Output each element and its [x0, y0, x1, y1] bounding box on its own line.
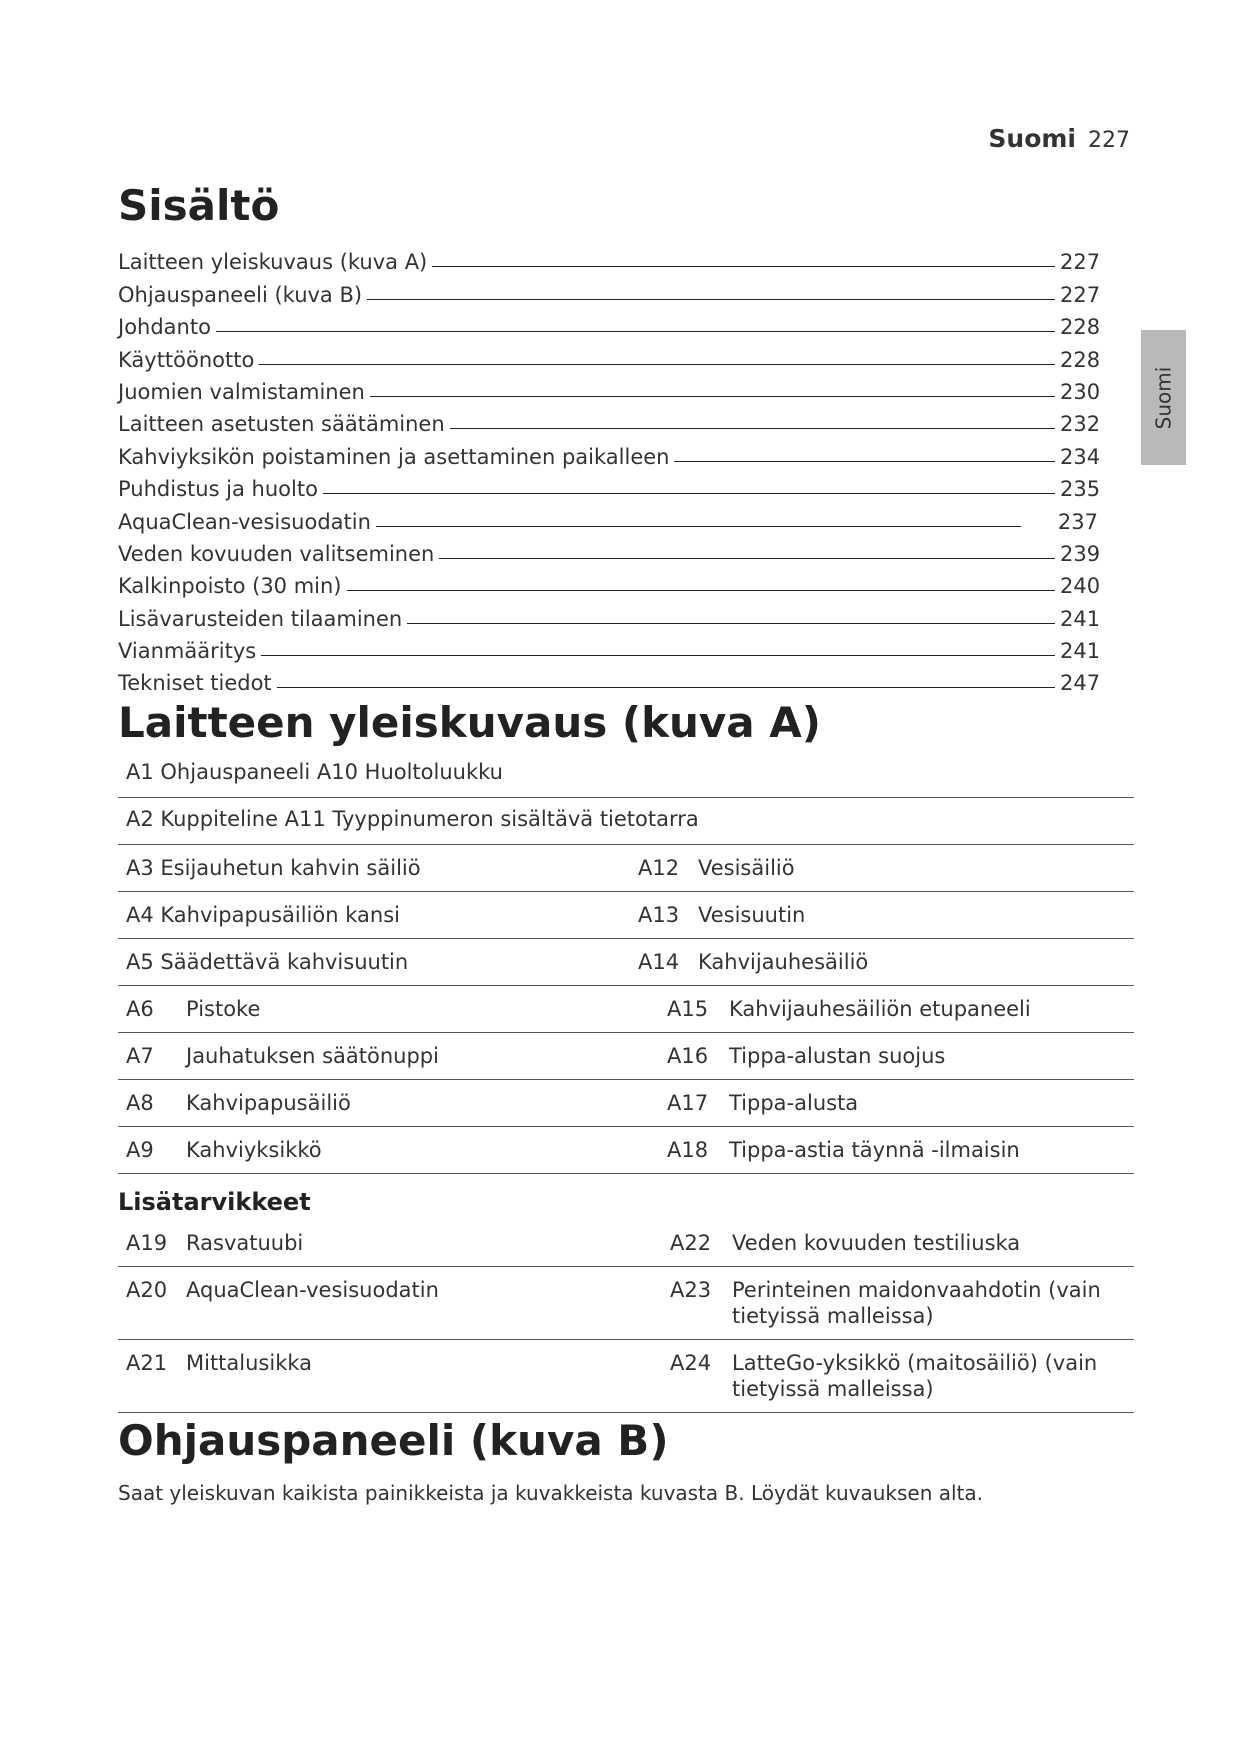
- accessory-name: Rasvatuubi: [186, 1231, 304, 1256]
- page-content: [118, 178, 1134, 1505]
- toc-entry-page: 235: [1060, 477, 1101, 502]
- toc-entry-text: Kalkinpoisto (30 min): [118, 574, 342, 599]
- part-name: Kahvijauhesäiliö: [698, 950, 869, 975]
- accessory-code: A20: [126, 1278, 168, 1303]
- part-name: Pistoke: [186, 997, 261, 1022]
- toc-leader: [370, 396, 1055, 397]
- toc-entry[interactable]: [118, 501, 1098, 533]
- toc-entry[interactable]: [118, 436, 1101, 469]
- toc-entry-text: Lisävarusteiden tilaaminen: [118, 606, 403, 631]
- accessory-name: Perinteinen maidonvaahdotin (vain tietyissä malleissa): [732, 1278, 1101, 1329]
- part-code: A12: [638, 856, 680, 881]
- part-name: Tippa-alustan suojus: [729, 1044, 946, 1069]
- toc-entry[interactable]: [118, 663, 1101, 696]
- toc-leader: [259, 364, 1055, 365]
- toc-entry[interactable]: [118, 631, 1101, 664]
- language-side-tab: [1141, 330, 1186, 465]
- part-left: A4 Kahvipapusäiliön kansi: [126, 903, 400, 928]
- accessory-name: Veden kovuuden testiliuska: [732, 1231, 1021, 1256]
- accessory-code: A23: [670, 1278, 712, 1303]
- accessories-title: Lisätarvikkeet: [118, 1188, 311, 1217]
- toc-leader: [407, 623, 1055, 624]
- toc-entry-text: Laitteen asetusten säätäminen: [118, 412, 445, 437]
- toc-entry[interactable]: [118, 404, 1101, 437]
- table-row: [118, 1127, 1134, 1174]
- part-name: Tippa-alusta: [729, 1091, 859, 1116]
- part-code: A13: [638, 903, 680, 928]
- table-of-contents: [118, 242, 1101, 696]
- part-code: A15: [667, 997, 709, 1022]
- table-row: [118, 1267, 1134, 1340]
- toc-entry[interactable]: [118, 274, 1101, 307]
- toc-leader: [261, 655, 1055, 656]
- toc-entry[interactable]: [118, 242, 1101, 275]
- toc-entry-page: 237: [1057, 509, 1098, 534]
- toc-entry-text: Tekniset tiedot: [118, 671, 272, 696]
- part-code: A7: [126, 1044, 154, 1069]
- part-name: Kahvijauhesäiliön etupaneeli: [729, 997, 1031, 1022]
- toc-entry-page: 240: [1060, 574, 1101, 599]
- toc-entry[interactable]: [118, 566, 1101, 599]
- table-row: [118, 1080, 1134, 1127]
- table-row: [118, 986, 1134, 1033]
- part-name: Kahviyksikkö: [186, 1138, 322, 1163]
- toc-entry-text: AquaClean-vesisuodatin: [118, 509, 371, 534]
- part-code: A14: [638, 950, 680, 975]
- accessory-name: Mittalusikka: [186, 1351, 313, 1376]
- toc-leader: [216, 331, 1055, 332]
- accessory-code: A19: [126, 1231, 168, 1256]
- part-name: Kahvipapusäiliö: [186, 1091, 351, 1116]
- toc-entry-page: 227: [1060, 282, 1101, 307]
- toc-entry-page: 227: [1060, 250, 1101, 275]
- part-code: A9: [126, 1138, 154, 1163]
- toc-entry[interactable]: [118, 534, 1101, 566]
- table-row: [118, 1033, 1134, 1080]
- toc-entry-page: 239: [1060, 541, 1101, 566]
- control-panel-title: Ohjauspaneeli (kuva B): [118, 1416, 669, 1466]
- toc-entry-text: Johdanto: [118, 315, 211, 340]
- header-page-number: 227: [1088, 128, 1130, 153]
- toc-entry-text: Laitteen yleiskuvaus (kuva A): [118, 250, 428, 275]
- toc-entry[interactable]: [118, 339, 1101, 372]
- part-name: Jauhatuksen säätönuppi: [186, 1044, 439, 1069]
- control-panel-intro: Saat yleiskuvan kaikista painikkeista ja kuvakkeista kuvasta B. Löydät kuvauksen alta.: [118, 1481, 983, 1506]
- toc-entry-page: 228: [1060, 347, 1101, 372]
- header-language: Suomi: [988, 124, 1076, 153]
- toc-entry[interactable]: [118, 469, 1101, 502]
- toc-entry-page: 247: [1060, 671, 1101, 696]
- toc-leader: [376, 526, 1021, 527]
- overview-table: [118, 751, 1134, 1174]
- part-code: A18: [667, 1138, 709, 1163]
- toc-leader: [439, 558, 1055, 559]
- toc-entry-text: Käyttöönotto: [118, 347, 255, 372]
- overview-title: Laitteen yleiskuvaus (kuva A): [118, 698, 821, 748]
- part-left: A5 Säädettävä kahvisuutin: [126, 950, 409, 975]
- table-row: [118, 1340, 1134, 1413]
- toc-entry[interactable]: [118, 372, 1101, 404]
- toc-entry-page: 230: [1060, 379, 1101, 404]
- table-row: [118, 845, 1134, 892]
- toc-entry-page: 228: [1060, 315, 1101, 340]
- toc-leader: [450, 428, 1055, 429]
- toc-entry-text: Puhdistus ja huolto: [118, 477, 318, 502]
- part-code: A6: [126, 997, 154, 1022]
- overview-row-text: A1 Ohjauspaneeli A10 Huoltoluukku: [126, 760, 503, 785]
- accessory-code: A21: [126, 1351, 168, 1376]
- toc-entry[interactable]: [118, 598, 1101, 631]
- toc-leader: [367, 299, 1055, 300]
- accessory-name: AquaClean-vesisuodatin: [186, 1278, 439, 1303]
- page-header: [988, 124, 1130, 153]
- accessory-code: A24: [670, 1351, 712, 1376]
- toc-entry-page: 232: [1060, 412, 1101, 437]
- toc-entry-page: 234: [1060, 444, 1101, 469]
- toc-entry-text: Juomien valmistaminen: [118, 379, 365, 404]
- side-tab-label: Suomi: [1151, 366, 1176, 429]
- part-code: A17: [667, 1091, 709, 1116]
- toc-leader: [347, 590, 1055, 591]
- table-row: [118, 1220, 1134, 1267]
- table-row: [118, 939, 1134, 986]
- toc-leader: [277, 687, 1055, 688]
- part-left: A3 Esijauhetun kahvin säiliö: [126, 856, 421, 881]
- part-code: A8: [126, 1091, 154, 1116]
- table-row: [118, 892, 1134, 939]
- overview-row-text: A2 Kuppiteline A11 Tyyppinumeron sisältävä tietotarra: [126, 807, 699, 832]
- accessories-table: [118, 1220, 1134, 1413]
- toc-title: Sisältö: [118, 181, 280, 230]
- part-name: Tippa-astia täynnä -ilmaisin: [729, 1138, 1020, 1163]
- part-code: A16: [667, 1044, 709, 1069]
- toc-entry-text: Veden kovuuden valitseminen: [118, 541, 435, 566]
- part-name: Vesisuutin: [698, 903, 806, 928]
- toc-entry[interactable]: [118, 307, 1101, 340]
- accessory-name: LatteGo-yksikkö (maitosäiliö) (vain tietyissä malleissa): [732, 1351, 1098, 1402]
- toc-entry-text: Kahviyksikön poistaminen ja asettaminen paikalleen: [118, 444, 670, 469]
- toc-leader: [323, 493, 1055, 494]
- table-row: [118, 798, 1134, 845]
- toc-leader: [432, 266, 1055, 267]
- toc-entry-text: Vianmääritys: [118, 639, 257, 664]
- toc-entry-page: 241: [1060, 606, 1101, 631]
- toc-entry-page: 241: [1060, 639, 1101, 664]
- accessory-code: A22: [670, 1231, 712, 1256]
- part-name: Vesisäiliö: [698, 856, 795, 881]
- toc-leader: [674, 461, 1055, 462]
- table-row: [118, 751, 1134, 798]
- toc-entry-text: Ohjauspaneeli (kuva B): [118, 282, 363, 307]
